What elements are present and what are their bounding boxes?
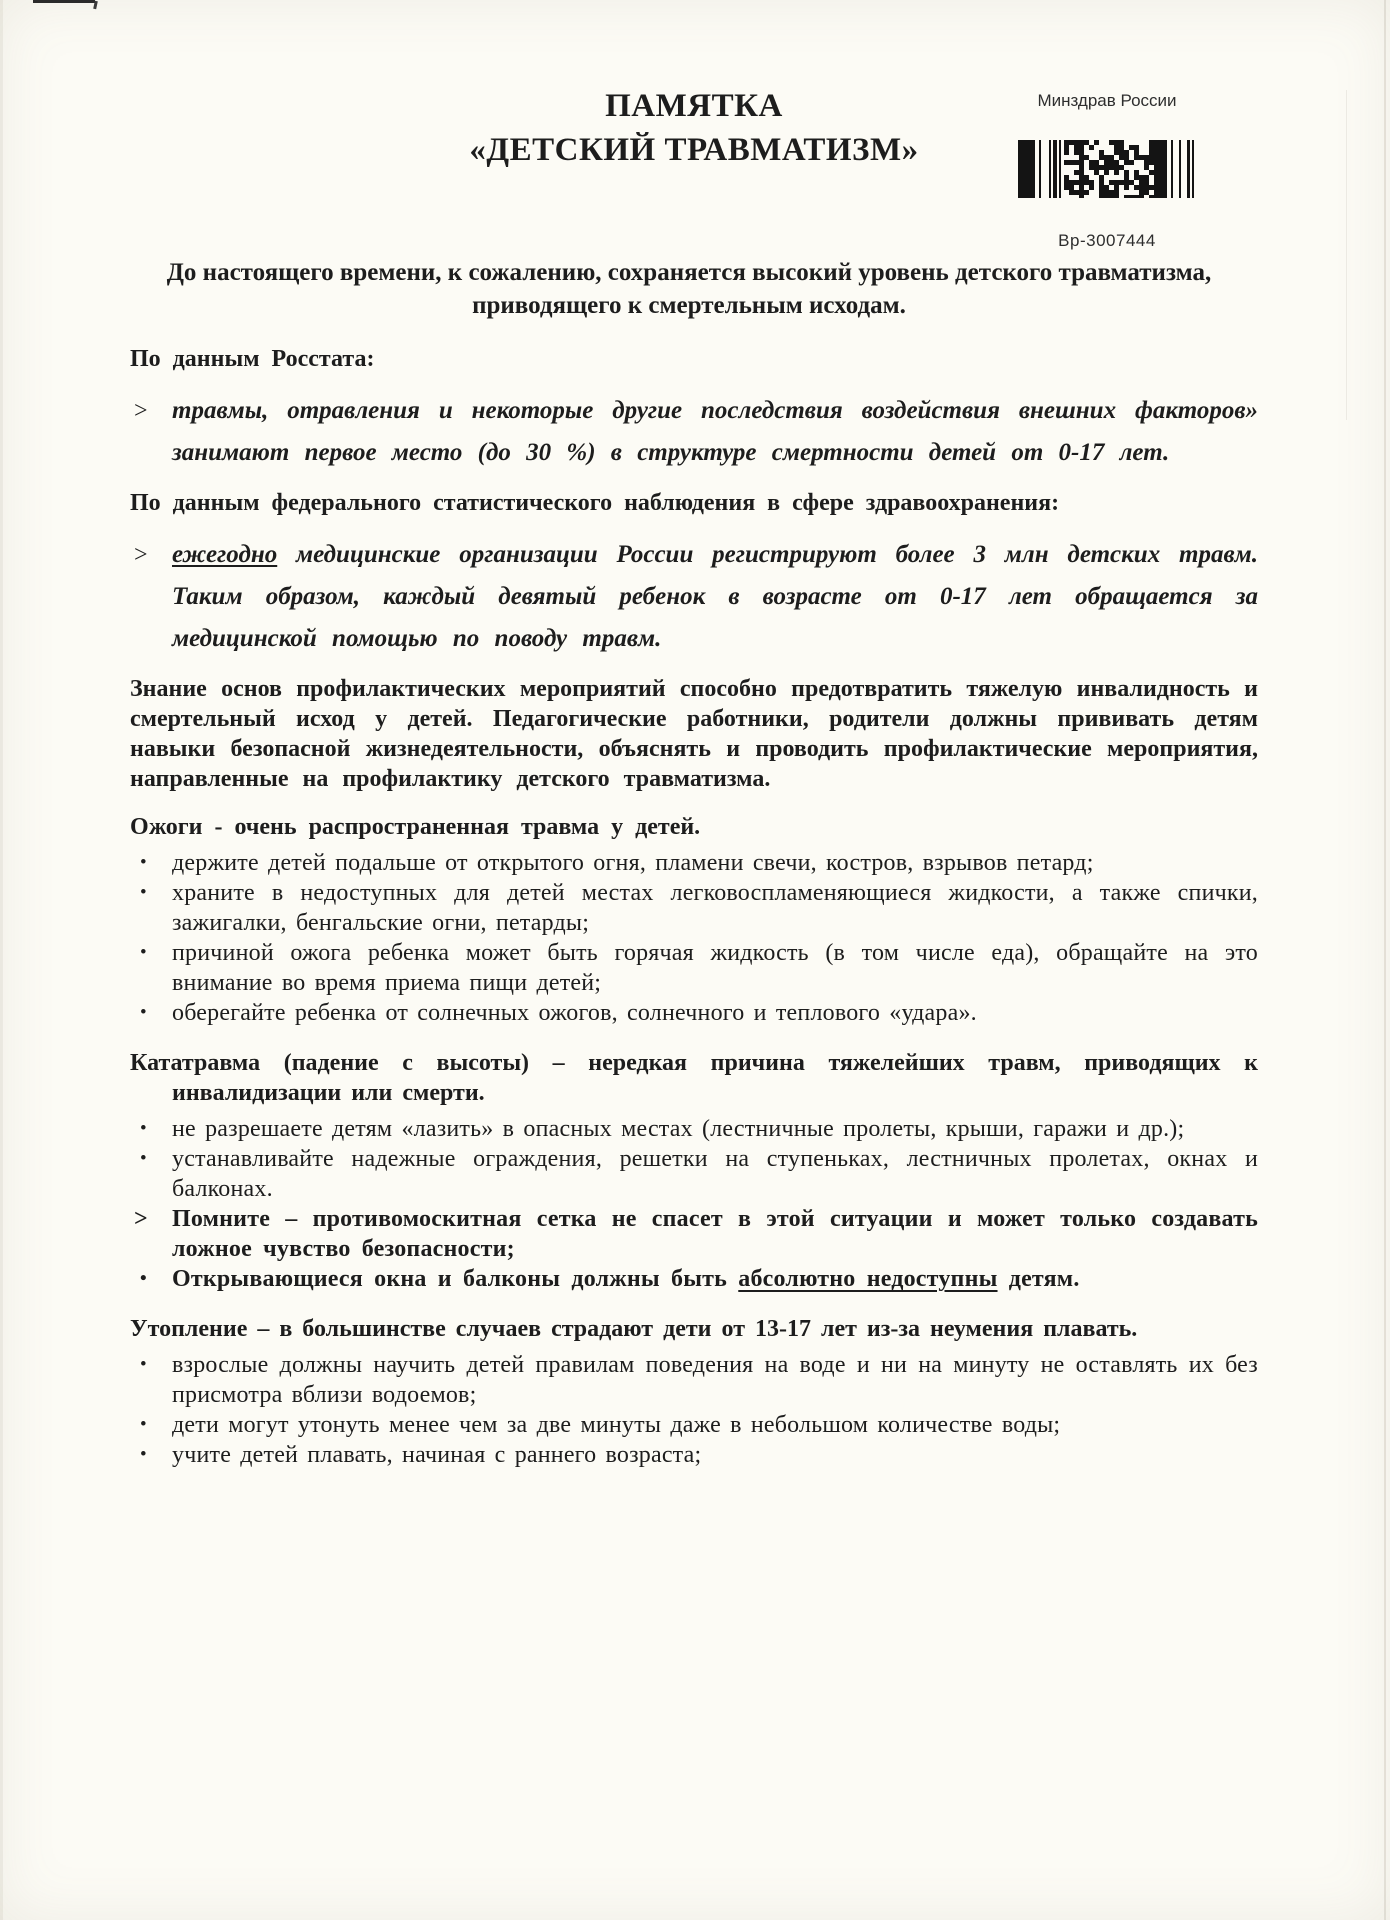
bullet-icon: • bbox=[140, 852, 147, 873]
list-item-text: учите детей плавать, начиная с раннего возраста; bbox=[172, 1442, 702, 1468]
pen-mark-artifact bbox=[33, 0, 95, 3]
bullet-icon: • bbox=[140, 1354, 147, 1375]
scan-edge-artifact bbox=[1346, 90, 1347, 420]
list-item bbox=[130, 998, 1258, 1028]
bullet-icon: • bbox=[140, 1414, 147, 1435]
list-item-text-underlined: абсолютно недоступны bbox=[738, 1266, 998, 1292]
list-item bbox=[130, 1410, 1258, 1440]
ministry-label: Минздрав России bbox=[1037, 91, 1177, 110]
document-body bbox=[130, 0, 1258, 1490]
section-heading-rosstat: По данным Росстата: bbox=[130, 346, 375, 372]
falls-list bbox=[130, 1114, 1258, 1294]
scan-edge-artifact bbox=[1384, 0, 1386, 1920]
list-item-text: держите детей подальше от открытого огня, пламени свечи, костров, взрывов петард; bbox=[172, 850, 1094, 876]
list-item bbox=[130, 1440, 1258, 1470]
list-item-text: оберегайте ребенка от солнечных ожогов, солнечного и теплового «удара». bbox=[172, 1000, 977, 1026]
list-item bbox=[130, 390, 1258, 474]
list-item-text: Помните – противомоскитная сетка не спасет в этой ситуации и может только создавать ложное чувство безопасности; bbox=[172, 1206, 1258, 1262]
list-item-text: устанавливайте надежные ограждения, решетки на ступеньках, лестничных пролетах, окнах и балконах. bbox=[172, 1146, 1258, 1202]
list-item-text: храните в недоступных для детей местах легковоспламеняющиеся жидкости, а также спички, зажигалки, бенгальские огни, петарды; bbox=[172, 880, 1258, 936]
pen-tick-artifact bbox=[93, 1, 98, 9]
arrow-marker: > bbox=[134, 398, 148, 424]
list-item bbox=[130, 1264, 1258, 1294]
bullet-icon: • bbox=[140, 1268, 147, 1289]
list-item bbox=[130, 534, 1258, 660]
bullet-icon: • bbox=[140, 942, 147, 963]
list-item-text: детям. bbox=[997, 1266, 1080, 1292]
list-item-text: причиной ожога ребенка может быть горячая жидкость (в том числе еда), обращайте на это внимание во время приема пищи детей; bbox=[172, 940, 1258, 996]
section-heading-federal: По данным федерального статистического наблюдения в сфере здравоохранения: bbox=[130, 490, 1060, 516]
document-title-line1: ПАМЯТКА bbox=[605, 88, 783, 124]
bullet-icon: • bbox=[140, 1444, 147, 1465]
list-item bbox=[130, 848, 1258, 878]
drowning-list bbox=[130, 1350, 1258, 1470]
bullet-icon: • bbox=[140, 1118, 147, 1139]
arrow-marker: > bbox=[134, 542, 148, 568]
intro-paragraph: До настоящего времени, к сожалению, сохраняется высокий уровень детского травматизма, приводящего к смертельным исходам. bbox=[166, 259, 1212, 319]
list-item-text-underlined: ежегодно bbox=[172, 541, 278, 568]
list-item bbox=[130, 1114, 1258, 1144]
section-heading-drowning: Утопление – в большинстве случаев страдают дети от 13-17 лет из-за неумения плавать. bbox=[130, 1316, 1138, 1342]
list-item-text: Открывающиеся окна и балконы должны быть bbox=[172, 1266, 739, 1292]
bullet-icon: • bbox=[140, 1148, 147, 1169]
list-item-text: травмы, отравления и некоторые другие последствия воздействия внешних факторов» занимают первое место (до 30 %) в структуре смертности детей от 0-17 лет. bbox=[172, 397, 1258, 466]
prevention-paragraph: Знание основ профилактических мероприятий способно предотвратить тяжелую инвалидность и смертельный исход у детей. Педагогические работники, родители должны прививать детям навыки безопасной жизнедеятельности, объяснять и проводить профилактические мероприятия, направленные на профилактику детского травматизма. bbox=[130, 676, 1258, 792]
section-heading-falls: Кататравма (падение с высоты) – нередкая причина тяжелейших травм, приводящих к инвалидизации или смерти. bbox=[130, 1050, 1258, 1106]
list-item-text: дети могут утонуть менее чем за две минуты даже в небольшом количестве воды; bbox=[172, 1412, 1061, 1438]
document-title-line2: «ДЕТСКИЙ ТРАВМАТИЗМ» bbox=[469, 132, 919, 168]
section-heading-burns: Ожоги - очень распространенная травма у детей. bbox=[130, 814, 701, 840]
barcode-caption: Вр-3007444 bbox=[1058, 231, 1156, 250]
bullet-icon: • bbox=[140, 882, 147, 903]
list-item bbox=[130, 1350, 1258, 1410]
list-item bbox=[130, 878, 1258, 938]
list-item-text: взрослые должны научить детей правилам поведения на воде и ни на минуту не оставлять их без присмотра вблизи водоемов; bbox=[172, 1352, 1258, 1408]
bullet-icon: • bbox=[140, 1002, 147, 1023]
arrow-marker: > bbox=[134, 1206, 148, 1232]
list-item-text: медицинские организации России регистрируют более 3 млн детских травм. Таким образом, каждый девятый ребенок в возрасте от 0-17 лет обращается за медицинской помощью по поводу травм. bbox=[172, 541, 1258, 652]
scan-edge-artifact bbox=[0, 0, 3, 1920]
burns-list bbox=[130, 848, 1258, 1028]
list-item-text: не разрешаете детям «лазить» в опасных местах (лестничные пролеты, крыши, гаражи и др.); bbox=[172, 1116, 1185, 1142]
list-item bbox=[130, 938, 1258, 998]
list-item-warning bbox=[130, 1204, 1258, 1264]
list-item bbox=[130, 1144, 1258, 1204]
